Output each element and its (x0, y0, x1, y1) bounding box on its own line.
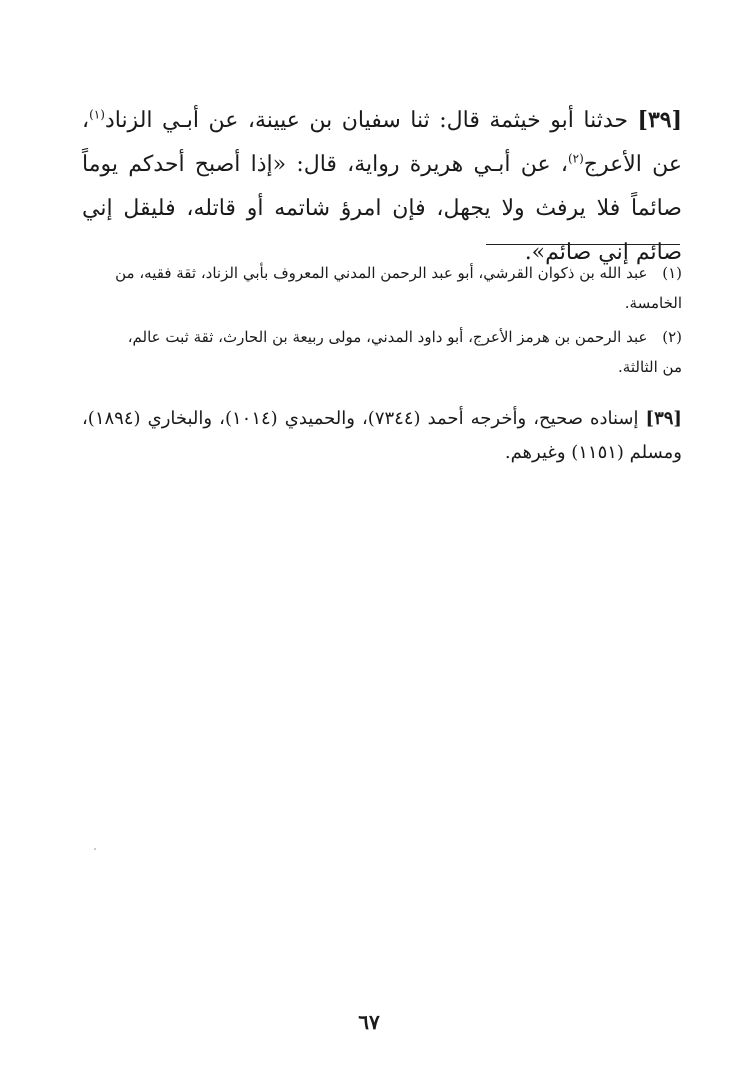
hadith-line-2-start: الأعرج (583, 152, 642, 177)
footnote-text: عبد الله بن ذكوان القرشي، أبو عبد الرحمن المدني المعروف بأبي الزناد، ثقة فقيه، من (115, 264, 648, 282)
footnote-mark: (٢) (662, 328, 682, 346)
takhrij-line-2: (١٨٩٤)، ومسلم (١١٥١) وغيرهم. (82, 408, 682, 463)
hadith-line-1-end: ، عن (82, 108, 682, 177)
footnotes (82, 258, 682, 386)
footnote-continuation: الخامسة. (624, 294, 682, 312)
hadith-line-3: يرفث ولا يجهل، فإن امرؤ شاتمه أو قاتله، فليقل إني صائم إني صائم». (82, 196, 682, 265)
hadith-number: [٣٩] (637, 107, 682, 133)
footnote-mark: (١) (662, 264, 682, 282)
hadith-line-1: حدثنا أبو خيثمة قال: ثنا سفيان بن عيينة، عن أبـي الزناد (104, 108, 628, 133)
footnote-divider (486, 244, 680, 245)
takhrij-number: [٣٩] (645, 408, 682, 429)
scan-speck (94, 848, 96, 850)
footnote-text: عبد الرحمن بن هرمز الأعرج، أبو داود المدني، مولى ربيعة بن الحارث، ثقة ثبت عالم، (127, 328, 648, 346)
footnote-2 (82, 322, 682, 382)
page-number: ٦٧ (358, 1010, 380, 1034)
footnote-ref-2[interactable]: (٢) (567, 151, 584, 166)
takhrij-line-1: إسناده صحيح، وأخرجه أحمد (٧٣٤٤)، والحميدي (١٠١٤)، والبخاري (147, 408, 639, 429)
hadith-line-2: ، عن أبـي هريرة رواية، قال: «إذا أصبح أحدكم يوماً صائماً فلا (82, 152, 682, 221)
footnote-1 (82, 258, 682, 318)
takhrij-note (82, 402, 682, 470)
hadith-text (82, 98, 682, 275)
footnote-continuation: من الثالثة. (618, 358, 682, 376)
footnote-ref-1[interactable]: (١) (89, 107, 105, 122)
